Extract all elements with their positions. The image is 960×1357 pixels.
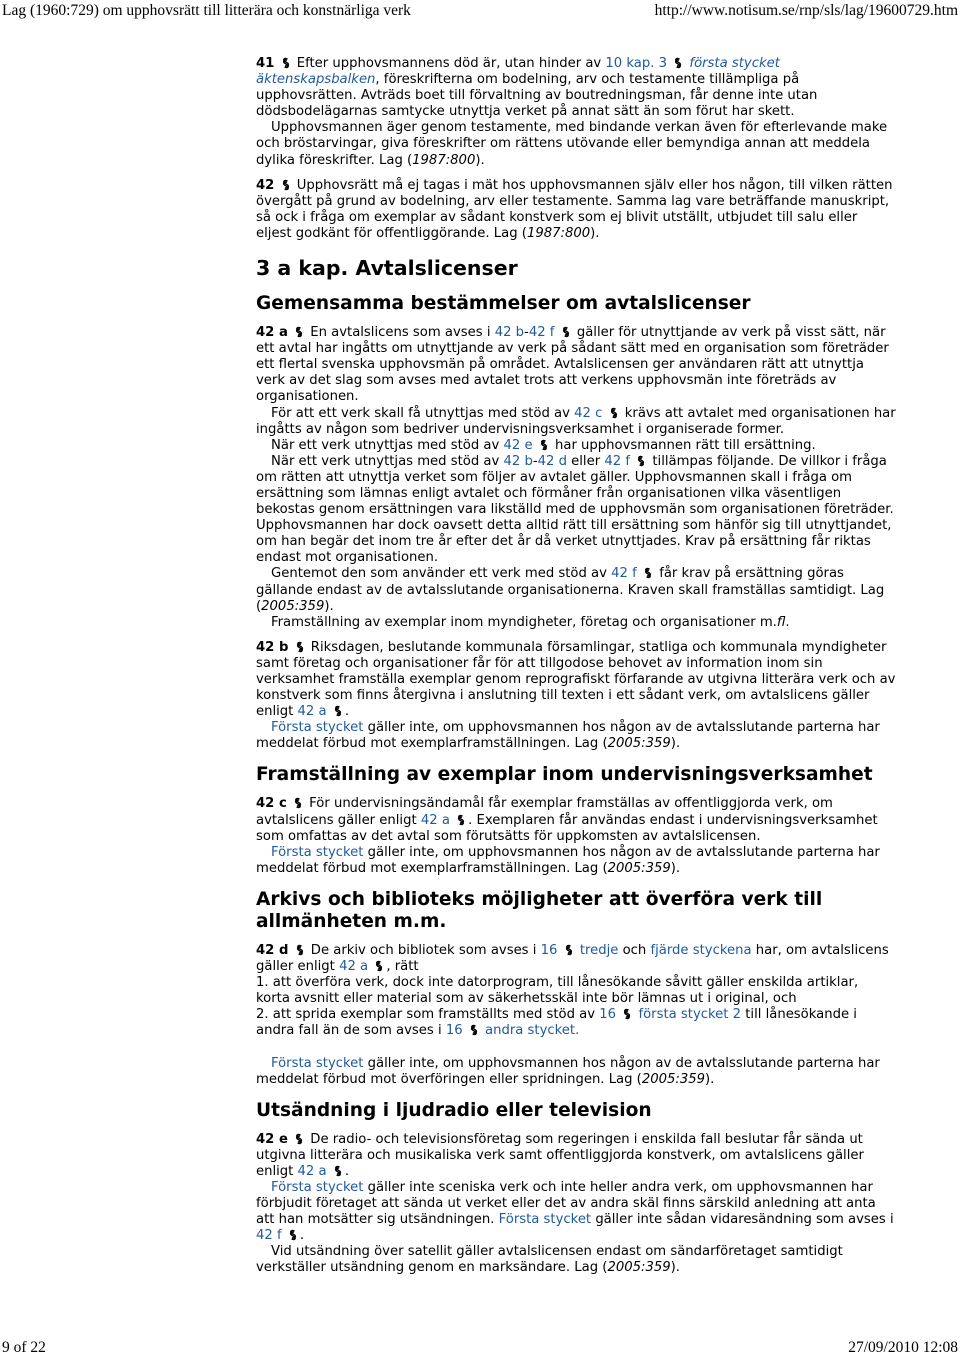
section-42a-paragraph-6 [256, 615, 896, 631]
heading-gemensamma: Gemensamma bestämmelser om avtalslicenser [256, 293, 751, 315]
section-text: ). [705, 1071, 715, 1087]
heading-undervisning: Framställning av exemplar inom undervisningsverksamhet [256, 764, 873, 786]
section-sign-icon[interactable] [280, 57, 292, 69]
link-42f[interactable]: 42 f [256, 1228, 282, 1244]
section-42d-paragraph-2 [256, 1056, 896, 1088]
section-sign-icon[interactable] [294, 944, 306, 956]
section-text: har upphovsmannen rätt till ersättning. [555, 437, 816, 453]
section-text: . Exemplaren får användas endast i undervisningsverksamhet som omfattas av det avtal som förutsätts för uppkomsten av avtalslicensen. [256, 812, 878, 844]
section-text: har, om avtalslicens gäller enligt [256, 942, 889, 975]
link-forsta-stycket[interactable]: Första stycket [271, 1055, 364, 1071]
section-text: De arkiv och bibliotek som avses i [310, 942, 537, 958]
section-text: eller [571, 453, 601, 469]
chapter-title: 3 a kap. Avtalslicenser [256, 256, 518, 281]
section-text: gäller inte, om upphovsmannen hos någon av de avtalsslutande parterna har meddelat förbud mot överföringen eller spridningen. Lag ( [256, 1055, 880, 1087]
section-text: En avtalslicens som avses i [310, 325, 491, 341]
print-header-url: http://www.notisum.se/rnp/sls/lag/19600729.htm [654, 2, 958, 19]
section-number: 42 b [256, 639, 289, 655]
section-text: Efter upphovsmannens död är, utan hinder av [296, 56, 602, 71]
section-number: 42 d [256, 942, 289, 958]
blank-line [256, 1040, 896, 1056]
section-text: gäller inte sådan vidaresändning som avses i [595, 1212, 894, 1228]
section-text: Riksdagen, beslutande kommunala församlingar, statliga och kommunala myndigheter samt företag och organisationer får för att tillgodose behovet av information inom sin verksamhet framställa exemplar genom reprografiskt förfarande av utgivna litterära verk och av konstverk som finns återgivna i anslutning till texten i ett sådant verk, om avtalslicens gäller enligt [256, 639, 896, 720]
section-sign-icon[interactable] [642, 567, 654, 579]
section-text: ). [590, 225, 600, 241]
section-text: Framställning av exemplar inom myndigheter, företag och organisationer m. [271, 614, 777, 630]
section-text: När ett verk utnyttjas med stöd av [271, 437, 500, 453]
section-sign-icon[interactable] [455, 814, 467, 826]
section-text: 2. att sprida exemplar som framställts med stöd av [256, 1007, 596, 1023]
section-sign-icon[interactable] [635, 455, 647, 467]
section-text: , rätt [386, 959, 419, 975]
section-text: - [524, 325, 529, 341]
print-datetime: 27/09/2010 12:08 [848, 1339, 958, 1356]
section-text: . [344, 1163, 350, 1179]
section-sign-icon[interactable] [332, 1165, 344, 1177]
link-10-kap-3[interactable]: 10 kap. 3 [605, 56, 668, 71]
section-42d-item-2 [256, 1007, 896, 1039]
section-sign-icon[interactable] [280, 179, 292, 191]
section-text: ). [670, 736, 681, 752]
section-sign-icon[interactable] [292, 797, 304, 809]
law-reference: 2005:359 [607, 860, 671, 876]
link-42e[interactable]: 42 e [503, 437, 533, 453]
print-footer [0, 1339, 960, 1357]
section-text: fl [776, 614, 786, 630]
link-42a[interactable]: 42 a [339, 959, 369, 975]
link-42c[interactable]: 42 c [574, 405, 603, 421]
section-sign-icon[interactable] [621, 1008, 633, 1020]
section-42 [256, 178, 896, 242]
link-forsta-stycket-aktenskapsbalken[interactable]: första stycket äktenskapsbalken [256, 56, 780, 88]
section-41-paragraph-2 [256, 120, 896, 168]
section-42b-paragraph-2 [256, 720, 896, 752]
link-42f[interactable]: 42 f [611, 566, 637, 582]
section-text: - [532, 453, 538, 469]
section-text: ). [670, 860, 681, 876]
section-42c-paragraph-2 [256, 845, 896, 877]
section-number: 42 [256, 177, 275, 193]
section-text: ). [670, 1260, 680, 1276]
section-sign-icon[interactable] [608, 407, 620, 419]
link-42a[interactable]: 42 a [420, 812, 450, 828]
link-forsta-stycket[interactable]: Första stycket [271, 1179, 364, 1195]
link-42b[interactable]: 42 b [494, 325, 525, 341]
section-text: . [785, 614, 790, 630]
section-text: Gentemot den som använder ett verk med stöd av [271, 566, 607, 582]
section-text: ). [475, 152, 485, 168]
section-42e-paragraph-2 [256, 1180, 896, 1244]
section-number: 42 e [256, 1131, 288, 1147]
section-sign-icon[interactable] [560, 326, 572, 338]
section-sign-icon[interactable] [672, 57, 684, 69]
section-text: För undervisningsändamål får exemplar framställas av offentliggjorda verk, om avtalslicens gäller enligt [256, 796, 833, 828]
section-sign-icon[interactable] [294, 641, 306, 653]
section-text: gäller för utnyttjande av verk på visst sätt, när ett avtal har ingåtts om utnyttjande av verk på sådant sätt med en organisation som företräder ett flertal svenska upphovsmän på området. Avtalslicensen ger användaren rätt att utnyttja verk av det slag som avses med avtalet trots att verkens upphovsmän inte företräds av organisationen. [256, 325, 889, 405]
link-fjarde-styckena[interactable]: fjärde styckena [650, 942, 752, 958]
section-42a-paragraph-5 [256, 566, 896, 614]
section-text: till lånesökande i andra fall än de som avses i [256, 1007, 857, 1039]
law-reference: 2005:359 [261, 598, 325, 614]
law-reference: 2005:359 [607, 1260, 671, 1276]
section-number: 41 [256, 56, 275, 71]
link-andra-stycket[interactable]: andra stycket. [485, 1023, 580, 1039]
section-text: De radio- och televisionsföretag som regeringen i enskilda fall beslutar får sända ut utgivna litterära och musikaliska verk samt offentliggjorda konstverk, om avtalslicens gäller enligt [256, 1131, 864, 1179]
section-text: Upphovsmannen äger genom testamente, med bindande verkan även för efterlevande make och bröstarvingar, giva föreskrifter om rättens utövande eller bemyndiga annan att meddela dylika föreskrifter. Lag ( [256, 120, 888, 168]
heading-utsandning: Utsändning i ljudradio eller television [256, 1099, 652, 1121]
section-42a-paragraph-3 [256, 438, 896, 454]
section-42d [256, 943, 896, 975]
print-header [0, 0, 960, 22]
section-42a-paragraph-4 [256, 454, 896, 567]
section-text: Vid utsändning över satellit gäller avtalslicensen endast om sändarföretaget samtidigt verkställer utsändning genom en marksändare. Lag ( [256, 1244, 843, 1276]
link-42f[interactable]: 42 f [604, 453, 630, 469]
section-text: När ett verk utnyttjas med stöd av [271, 453, 500, 469]
print-header-title: Lag (1960:729) om upphovsrätt till litterära och konstnärliga verk [2, 2, 411, 19]
law-reference: 2005:359 [607, 736, 671, 752]
section-sign-icon[interactable] [538, 439, 550, 451]
link-42d[interactable]: 42 d [537, 453, 567, 469]
section-41 [256, 56, 896, 120]
section-sign-icon[interactable] [468, 1024, 480, 1036]
section-text: får krav på ersättning göras gällande endast av de avtalsslutande organisationerna. Kraven skall framställas samtidigt. Lag ( [256, 566, 885, 614]
link-42b[interactable]: 42 b [503, 453, 533, 469]
link-forsta-stycket[interactable]: Första stycket [271, 844, 364, 860]
law-reference: 2005:359 [641, 1071, 706, 1087]
section-42e-paragraph-3 [256, 1244, 896, 1276]
section-text: Upphovsrätt må ej tagas i mät hos upphovsmannen själv eller hos någon, till vilken rätten övergått på grund av bodelning, arv eller testamente. Samma lag vare beträffande manuskript, så ock i fråga om exemplar av sådant konstverk som ej blivit utställt, utbjudet till salu eller eljest godkänt för offentliggörande. Lag ( [256, 177, 893, 241]
section-42c [256, 796, 896, 844]
section-sign-icon[interactable] [563, 944, 575, 956]
link-tredje[interactable]: tredje [579, 942, 619, 958]
section-42a [256, 325, 896, 405]
section-text: . [299, 1228, 305, 1244]
link-16[interactable]: 16 [445, 1023, 463, 1039]
law-reference: 1987:800 [526, 225, 591, 241]
section-text: tillämpas följande. De villkor i fråga om rätten att utnyttja verket som följer av avtalet gäller. Upphovsmannen skall i fråga om ersättning som lämnas enligt avtalet och förmåner från organisationen vilka väsentligen bekostas genom ersättningen vara likställd med de upphovsmän som organisationen företräder. Upphovsmannen har dock oavsett detta alltid rätt till ersättning som hänför sig till utnyttjandet, om han begär det inom tre år efter det år då verket utnyttjades. Krav på ersättning får riktas endast mot organisationen. [256, 453, 894, 566]
section-sign-icon[interactable] [373, 960, 385, 972]
section-text: . [344, 704, 350, 720]
page-number: 9 of 22 [2, 1339, 46, 1356]
link-16[interactable]: 16 [599, 1007, 617, 1023]
section-number: 42 a [256, 325, 288, 341]
section-text: gäller inte sceniska verk och inte heller andra verk, om upphovsmannen har förbjudit företaget att sända ut verket eller det av andra skäl finns särskild anledning att anta att han motsätter sig utsändningen. [256, 1179, 876, 1228]
section-text: gäller inte, om upphovsmannen hos någon av de avtalsslutande parterna har meddelat förbud mot exemplarframställningen. Lag ( [256, 844, 880, 876]
law-reference: 1987:800 [412, 152, 476, 168]
section-text: För att ett verk skall få utnyttjas med stöd av [271, 405, 570, 421]
section-text: gäller inte, om upphovsmannen hos någon av de avtalsslutande parterna har meddelat förbud mot exemplarframställningen. Lag ( [256, 720, 880, 752]
section-text: krävs att avtalet med organisationen har ingåtts av någon som bedriver undervisningsverksamhet i organiserade former. [256, 405, 896, 437]
link-42a[interactable]: 42 a [297, 1163, 327, 1179]
section-42b [256, 640, 896, 720]
section-sign-icon[interactable] [332, 705, 344, 717]
section-number: 42 c [256, 796, 287, 812]
link-forsta-stycket[interactable]: Första stycket [498, 1212, 592, 1228]
section-42e [256, 1132, 896, 1180]
section-42a-paragraph-2 [256, 406, 896, 438]
section-42d-item-1: 1. att överföra verk, dock inte datorprogram, till lånesökande såvitt gäller enskilda artiklar, korta avsnitt eller material som av säkerhetsskäl inte bör lämnas ut i original, och [256, 975, 859, 1007]
link-16[interactable]: 16 [540, 942, 558, 958]
section-text: ). [324, 598, 334, 614]
section-sign-icon[interactable] [287, 1229, 299, 1241]
section-text: och [622, 942, 647, 958]
link-42f[interactable]: 42 f [528, 325, 555, 341]
section-sign-icon[interactable] [293, 1133, 305, 1145]
link-forsta-stycket-2[interactable]: första stycket 2 [638, 1007, 742, 1023]
section-text: , föreskrifterna om bodelning, arv och testamente tillämpliga på upphovsrätten. Avträds boet till förvaltning av boutredningsman, får denne inte utan dödsbodelägarnas samtycke utnyttja verket på annat sätt än som förut har skett. [256, 72, 818, 120]
heading-arkiv: Arkivs och biblioteks möjligheter att överföra verk till allmänheten m.m. [256, 888, 823, 932]
section-sign-icon[interactable] [293, 326, 305, 338]
link-42a[interactable]: 42 a [297, 704, 327, 720]
link-forsta-stycket[interactable]: Första stycket [271, 720, 364, 736]
law-document [256, 56, 896, 1277]
